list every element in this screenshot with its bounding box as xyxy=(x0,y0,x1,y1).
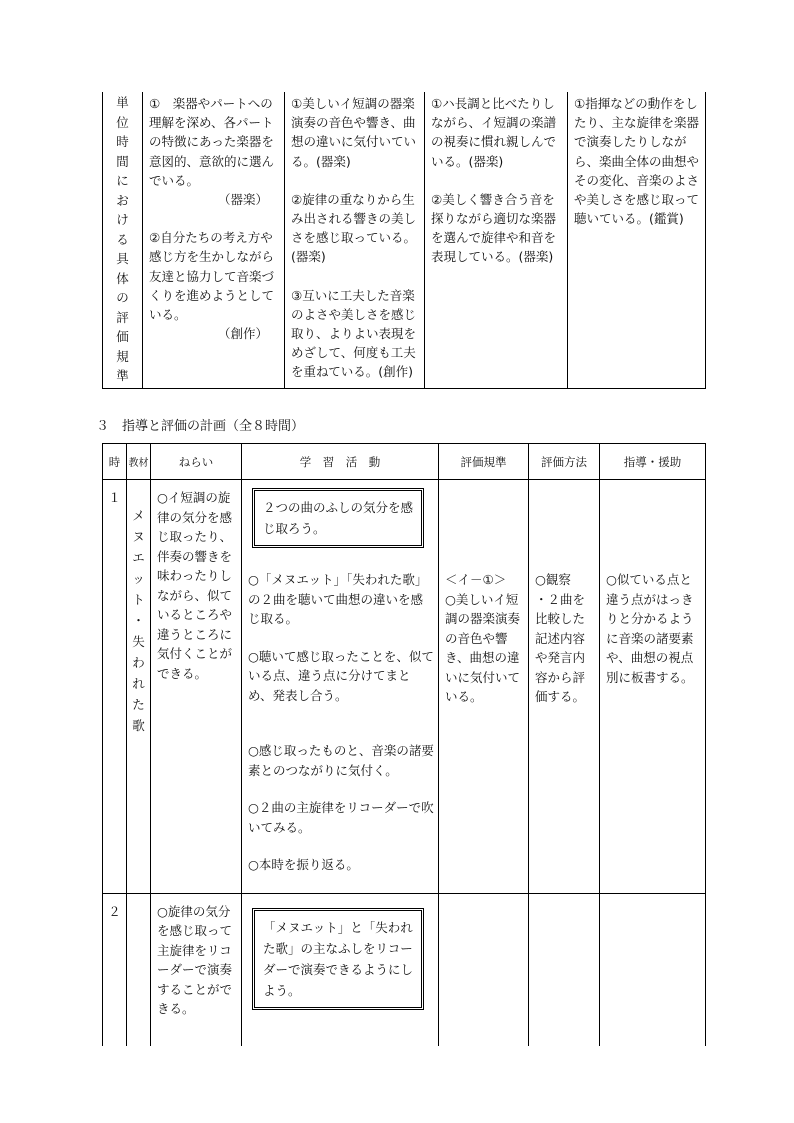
row1-activity-1: ○「メヌエット」「失われた歌」の２曲を聴いて曲想の違いを感じ取る。 xyxy=(248,572,428,626)
row2-support xyxy=(600,893,706,1046)
criteria-4-1: ①指揮などの動作をしたり、主な旋律を楽器で演奏したりしながら、楽曲全体の曲想やその変化、音楽のよさや美しさを感じ取って聴いている。(鑑賞) xyxy=(574,96,700,227)
row2-aim xyxy=(151,893,242,1046)
row1-aim-text: ○イ短調の旋律の気分を感じ取ったり、伴奏の響きを味わったりしながら、似ているところや違うところに気付くことができる。 xyxy=(157,490,233,681)
row1-hour xyxy=(103,480,127,894)
row2-aim-text: ○旋律の気分を感じ取って主旋律をリコーダーで演奏することができる。 xyxy=(157,903,233,1016)
row1-activity-3: ○感じ取ったものと、音楽の諸要素とのつながりに気付く。 xyxy=(248,743,434,778)
row2-hour-text: ２ xyxy=(108,903,121,919)
side-label-char: 評 xyxy=(116,309,129,325)
header-support: 指導・援助 xyxy=(600,444,706,480)
criteria-row xyxy=(103,92,706,389)
side-label-char: る xyxy=(116,231,129,247)
header-method: 評価方法 xyxy=(529,444,600,480)
side-label-char: 間 xyxy=(116,153,129,169)
row2-criteria xyxy=(439,893,529,1046)
side-label-char: 体 xyxy=(116,270,129,286)
criteria-1-2: ②自分たちの考え方や感じ方を生かしながら友達と協力して音楽づくりを進めようとしている。 xyxy=(149,230,275,323)
criteria-3-2: ②美しく響き合う音を探りながら適切な楽器を選んで旋律や和音を表現している。(器楽) xyxy=(431,191,557,265)
row1-task-box: ２つの曲のふしの気分を感じ取ろう。 xyxy=(252,488,424,548)
row2-task-box: 「メヌエット」と「失われた歌」の主なふしをリコーダーで演奏できるようにしよう。 xyxy=(252,908,424,1010)
side-label-char: お xyxy=(116,192,129,208)
row1-activity-5: ○本時を振り返る。 xyxy=(248,857,359,872)
row2-hour xyxy=(103,893,127,1046)
material-char: た xyxy=(132,697,145,712)
criteria-1-2-tag: （創作） xyxy=(217,326,268,342)
material-char: 歌 xyxy=(132,718,145,733)
side-label-char: け xyxy=(116,212,129,227)
row1-material xyxy=(127,480,151,894)
section-heading: ３ 指導と評価の計画（全８時間） xyxy=(96,419,305,434)
row1-activity-2: ○聴いて感じ取ったことを、似ている点、違う点に分けてまとめ、発表し合う。 xyxy=(248,648,434,703)
header-aim: ねらい xyxy=(151,444,242,480)
material-char: ト xyxy=(132,592,145,607)
side-label-char: 規 xyxy=(116,348,129,364)
side-label-text xyxy=(103,92,142,386)
side-label-char: 単 xyxy=(116,95,129,110)
row1-aim xyxy=(151,480,242,894)
row1-method xyxy=(529,480,600,894)
header-activity: 学 習 活 動 xyxy=(242,444,439,480)
criteria-3-1: ①ハ長調と比べたりしながら、イ短調の楽譜の視奏に慣れ親しんでいる。(器楽) xyxy=(431,96,557,169)
criteria-side-label xyxy=(103,92,143,389)
side-label-char: に xyxy=(116,173,129,188)
row2-activity xyxy=(242,893,439,1046)
row1-activity xyxy=(242,480,439,894)
row1-criteria xyxy=(439,480,529,894)
row1-support-text: ○似ている点と違う点がはっきりと分かるように音楽の諸要素や、曲想の視点別に板書する。 xyxy=(606,572,694,685)
material-char: 失 xyxy=(132,634,145,649)
plan-table xyxy=(102,443,706,1046)
row1-activity-4: ○２曲の主旋律をリコーダーで吹いてみる。 xyxy=(248,800,434,835)
header-criteria: 評価規準 xyxy=(439,444,529,480)
material-char: ・ xyxy=(132,613,145,628)
header-material: 教材 xyxy=(127,444,151,480)
side-label-char: 具 xyxy=(116,251,129,266)
criteria-1-1-tag: （器楽） xyxy=(217,192,268,208)
criteria-2-3: ③互いに工夫した音楽のよさや美しさを感じ取り、よりよい表現をめざして、何度も工夫を重ねている。(創作) xyxy=(291,287,417,380)
header-hour: 時 xyxy=(103,444,127,480)
side-label-char: 価 xyxy=(116,329,129,344)
plan-row-1 xyxy=(103,480,706,894)
criteria-col-4 xyxy=(568,92,706,389)
row2-method xyxy=(529,893,600,1046)
material-char: メ xyxy=(132,508,145,523)
criteria-col-1 xyxy=(143,92,285,389)
criteria-2-1: ①美しいイ短調の器楽演奏の音色や響き、曲想の違いに気付いている。(器楽) xyxy=(291,96,417,169)
criteria-col-2 xyxy=(285,92,425,389)
criteria-2-2: ②旋律の重なりから生み出される響きの美しさを感じ取っている。(器楽) xyxy=(291,191,417,265)
row2-material xyxy=(127,893,151,1046)
row1-material-text xyxy=(127,480,150,736)
row1-method-text: ○観察 ・２曲を比較した記述内容や発言内容から評価する。 xyxy=(535,572,586,704)
material-char: エ xyxy=(132,550,145,565)
criteria-table xyxy=(102,92,706,389)
material-char: れ xyxy=(132,676,145,691)
row1-support xyxy=(600,480,706,894)
side-label-char: 準 xyxy=(116,368,129,383)
material-char: わ xyxy=(132,655,145,670)
side-label-char: 時 xyxy=(116,134,129,149)
row1-hour-text: １ xyxy=(108,490,121,505)
criteria-1-1: ① 楽器やパートへの理解を深め、各パートの特徴にあった楽器を意図的、意欲的に選んでいる。 xyxy=(149,96,275,188)
material-char: ヌ xyxy=(132,529,145,544)
material-char: ッ xyxy=(132,571,145,586)
criteria-col-3 xyxy=(425,92,568,389)
plan-header-row xyxy=(103,444,706,480)
side-label-char: の xyxy=(116,290,129,305)
row1-criteria-text: ＜イ－①＞ ○美しいイ短調の器楽演奏の音色や響き、曲想の違いに気付いている。 xyxy=(445,572,521,704)
side-label-char: 位 xyxy=(116,114,129,130)
plan-row-2 xyxy=(103,893,706,1046)
